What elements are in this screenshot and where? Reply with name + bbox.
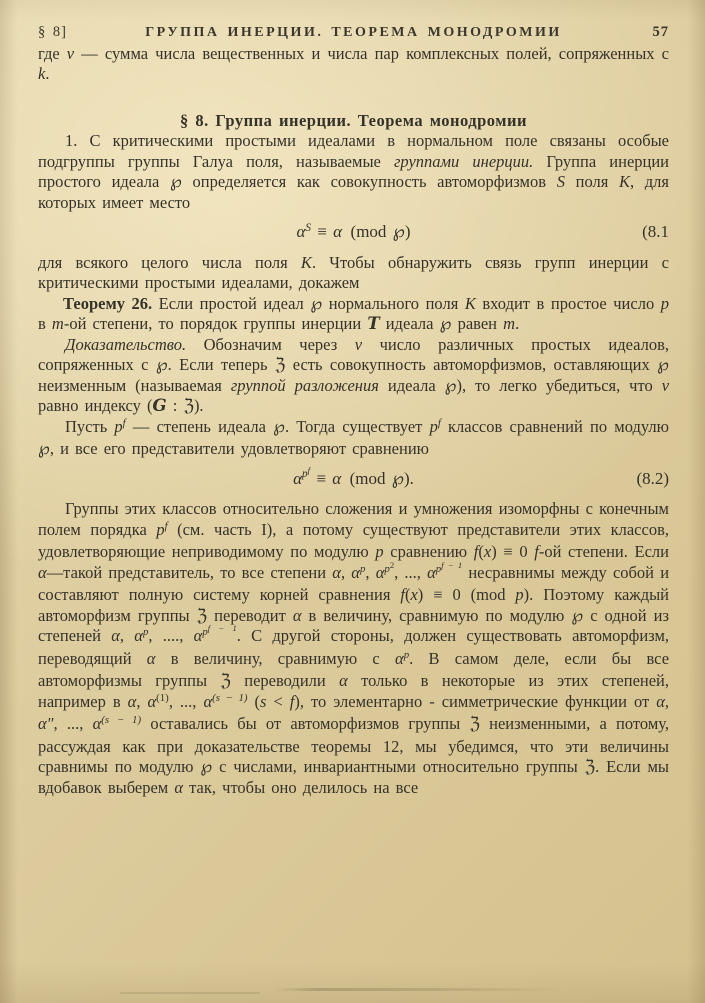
formula-8-2-body: $\alpha^{pf} \equiv \alpha$ (mod ℘). [293,465,414,489]
running-head-title: ГРУППА ИНЕРЦИИ. ТЕОРЕМА МОНОДРОМИИ [145,25,562,40]
formula-8-1-body: $\alpha^S \equiv \alpha$ (mod ℘) [296,221,411,242]
running-head-section: § 8] [38,24,67,40]
scan-artifact [120,992,260,994]
running-head [38,22,669,44]
paragraph-1: 1. С критическими простыми идеалами в нормальном поле связаны особые подгруппы группы Галуа поля, называемые группами инерции. Группа инерции простого идеала ℘ определяется как совокупность автоморфизмов S поля K, для которых имеет место [38,131,670,212]
scan-artifact [275,988,565,991]
page-number: 57 [652,24,669,40]
paragraph-degree: Пусть $p^f$ — степень идеала ℘. Тогда существует $p^f$ классов сравнений по модулю ℘, и все его представители удовлетворяют сравнению [38,416,669,459]
formula-8-1 [38,222,669,245]
paragraph-continuation: где ν — сумма числа вещественных и числа пар комплексных полей, сопряженных с k. [38,43,669,83]
equation-number-8-2: (8.2) [636,468,670,488]
paragraph-main: Группы этих классов относительно сложения и умножения изоморфны с конечным полем порядка $p^f$ (см. часть I), а потому существуют представители этих классов, удовлетворяющие неприводимому по модулю p сравнению f(x) ≡ 0 f-ой степени. Если α—такой представитель, то все степени α, $\alpha^p$, $\alpha^{p2}$, ..., $\alpha^{pf - 1}$ несравнимы между собой и составляют полную систему корней сравнения f(x) ≡ 0 (mod p). Поэтому каждый автоморфизм группы ℨ переводит α в величину, сравнимую по модулю ℘ с одной из степеней α, $\alpha^p$, ...., $\alpha^{pf - 1}$. С другой стороны, должен существовать автоморфизм, переводящий α в величину, сравнимую с $\alpha^p$. В самом деле, если бы все автоморфизмы группы ℨ переводили α только в некоторые из этих степеней, например в α, $\alpha^{(1)}$, ..., $\alpha^{(s - 1)}$ (s < f), то элементарно - симметрические функции от α, α″, ..., $\alpha^{(s - 1)}$ оставались бы от автоморфизмов группы ℨ неизменными, а потому, рассуждая как при доказательстве теоремы 12, мы убедимся, что эти величины сравнимы по модулю ℘ с числами, инвариантными относительно группы ℨ. Если мы вдобавок выберем α так, чтобы оно делилось на все [38,499,670,797]
formula-8-2 [38,465,670,492]
equation-number-8-1: (8.1 [642,222,669,241]
paragraph-2: для всякого целого числа поля K. Чтобы обнаружить связь групп инерции с критическими простыми идеалами, докажем [38,252,669,292]
paragraph-proof: Доказательство. Обозначим через ν число различных простых идеалов, сопряженных с ℘. Если теперь ℨ есть совокупность автоморфизмов, оставляющих ℘ неизменным (называемая группой разложения идеала ℘), то легко убедиться, что ν равно индексу (G : ℨ). [38,334,670,416]
theorem-26: Теорему 26. Если простой идеал ℘ нормального поля K входит в простое число p в m-ой степени, то порядок группы инерции T идеала ℘ равен m. [38,293,669,334]
section-heading: § 8. Группа инерции. Теорема монодромии [180,110,527,130]
